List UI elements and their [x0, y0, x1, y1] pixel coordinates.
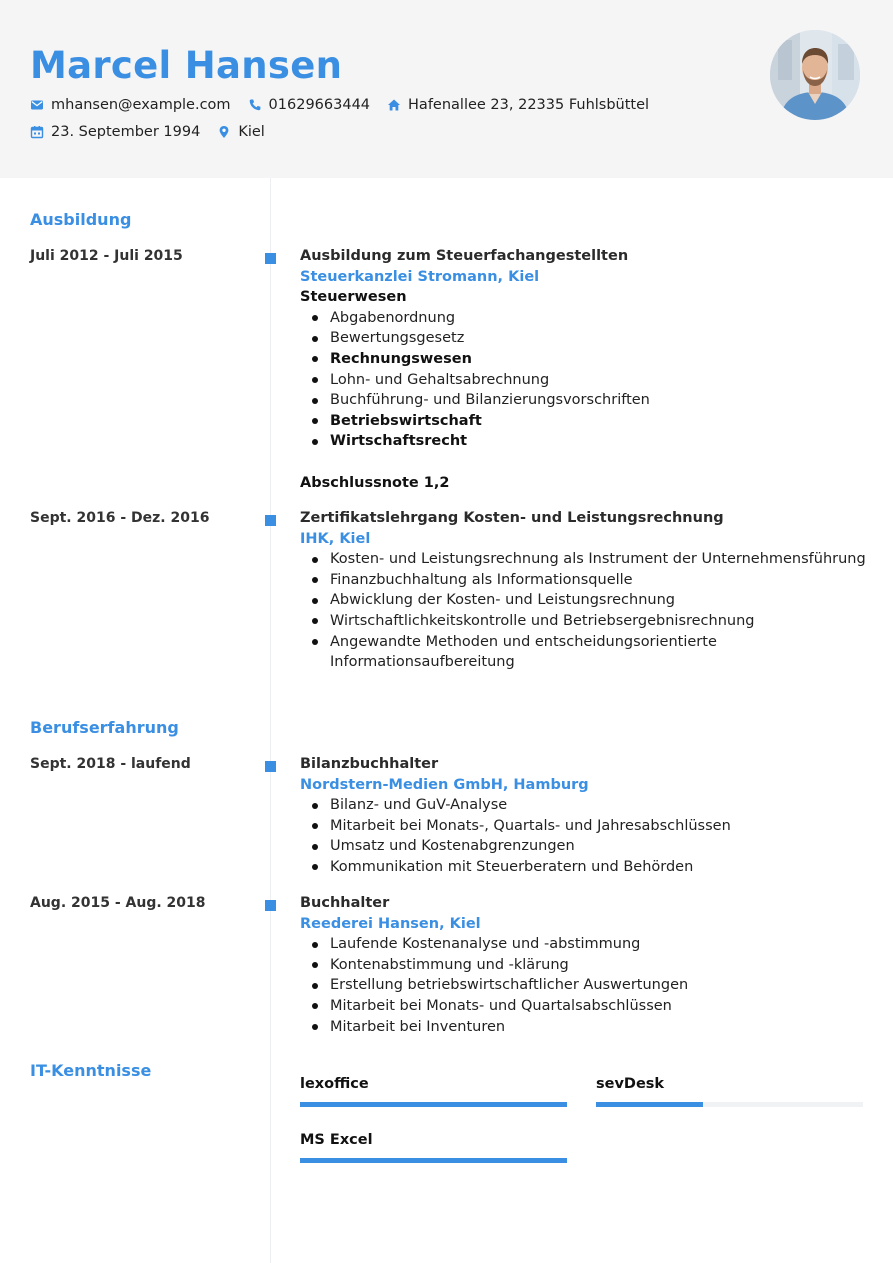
entry-list: [300, 549, 870, 673]
section-title-education: Ausbildung: [30, 210, 132, 229]
contact-email[interactable]: [30, 97, 231, 113]
entry-title: Bilanzbuchhalter: [300, 756, 439, 772]
profile-photo: [770, 30, 860, 120]
timeline-marker: [265, 515, 276, 526]
phone-text: 01629663444: [268, 97, 371, 113]
list-item: Lohn- und Gehaltsabrechnung: [300, 370, 870, 391]
contact-phone[interactable]: [248, 97, 370, 113]
contact-birthdate: [30, 124, 200, 140]
entry-list: [300, 934, 870, 1037]
list-item: Bilanz- und GuV-Analyse: [300, 795, 870, 816]
list-item: Kommunikation mit Steuerberatern und Behörden: [300, 857, 870, 878]
contact-row-1: [30, 97, 649, 113]
education-entry: [300, 508, 870, 673]
location-pin-icon: [217, 125, 231, 139]
home-icon: [387, 98, 401, 112]
contact-address: [387, 97, 649, 113]
timeline-marker: [265, 900, 276, 911]
contact-row-2: [30, 124, 265, 140]
list-item: Laufende Kostenanalyse und -abstimmung: [300, 934, 870, 955]
skill-name: lexoffice: [300, 1076, 369, 1092]
list-item: Abwicklung der Kosten- und Leistungsrechnung: [300, 590, 870, 611]
entry-organization: Steuerkanzlei Stromann, Kiel: [300, 268, 540, 285]
entry-list: [300, 308, 870, 452]
skill-bar-fill: [300, 1102, 567, 1107]
section-title-it: IT-Kenntnisse: [30, 1061, 152, 1080]
entry-subtitle: Steuerwesen: [300, 289, 407, 306]
calendar-icon: [30, 125, 44, 139]
entry-title: Buchhalter: [300, 895, 390, 911]
timeline-marker: [265, 761, 276, 772]
mail-icon: [30, 98, 44, 112]
skill-bar-track: [596, 1102, 863, 1107]
entry-date: Juli 2012 - Juli 2015: [30, 248, 183, 264]
entry-title: Zertifikatslehrgang Kosten- und Leistungsrechnung: [300, 510, 724, 526]
entry-organization: Reederei Hansen, Kiel: [300, 915, 481, 932]
list-item: Bewertungsgesetz: [300, 328, 870, 349]
experience-entry: [300, 893, 870, 1037]
city-text: Kiel: [238, 124, 265, 140]
section-title-experience: Berufserfahrung: [30, 718, 179, 737]
list-item: Mitarbeit bei Monats-, Quartals- und Jahresabschlüssen: [300, 816, 870, 837]
entry-date: Aug. 2015 - Aug. 2018: [30, 895, 206, 911]
skill-bar-track: [300, 1158, 567, 1163]
entry-title: Ausbildung zum Steuerfachangestellten: [300, 248, 629, 264]
skill-bar-fill: [596, 1102, 703, 1107]
list-item: Betriebswirtschaft: [300, 411, 870, 432]
entry-organization: IHK, Kiel: [300, 530, 371, 547]
list-item: Buchführung- und Bilanzierungsvorschriften: [300, 390, 870, 411]
list-item: Mitarbeit bei Inventuren: [300, 1017, 870, 1038]
candidate-name: Marcel Hansen: [30, 44, 343, 87]
birthdate-text: 23. September 1994: [51, 124, 201, 140]
email-text: mhansen@example.com: [51, 97, 231, 113]
skill-lexoffice: [300, 1076, 567, 1092]
education-entry: [300, 246, 870, 493]
entry-date: Sept. 2016 - Dez. 2016: [30, 510, 210, 526]
entry-list: [300, 795, 870, 877]
entry-date: Sept. 2018 - laufend: [30, 756, 191, 772]
portrait-image: [770, 30, 860, 120]
list-item: Abgabenordnung: [300, 308, 870, 329]
phone-icon: [248, 98, 262, 112]
entry-note: Abschlussnote 1,2: [300, 474, 450, 491]
list-item: Mitarbeit bei Monats- und Quartalsabschlüssen: [300, 996, 870, 1017]
header: [0, 0, 893, 178]
address-text: Hafenallee 23, 22335 Fuhlsbüttel: [408, 97, 650, 113]
contact-city: [217, 124, 265, 140]
list-item: Kosten- und Leistungsrechnung als Instrument der Unternehmensführung: [300, 549, 870, 570]
list-item: Wirtschaftsrecht: [300, 431, 870, 452]
list-item: Finanzbuchhaltung als Informationsquelle: [300, 570, 870, 591]
timeline-marker: [265, 253, 276, 264]
experience-entry: [300, 754, 870, 878]
skill-name: MS Excel: [300, 1132, 373, 1148]
entry-organization: Nordstern-Medien GmbH, Hamburg: [300, 776, 589, 793]
list-item: Erstellung betriebswirtschaftlicher Auswertungen: [300, 975, 870, 996]
skill-bar-fill: [300, 1158, 567, 1163]
list-item: Rechnungswesen: [300, 349, 870, 370]
column-divider: [270, 178, 271, 1263]
skill-name: sevDesk: [596, 1076, 665, 1092]
skill-bar-track: [300, 1102, 567, 1107]
skill-ms-excel: [300, 1132, 567, 1148]
skill-sevdesk: [596, 1076, 863, 1092]
list-item: Kontenabstimmung und -klärung: [300, 955, 870, 976]
list-item: Wirtschaftlichkeitskontrolle und Betriebsergebnisrechnung: [300, 611, 870, 632]
list-item: Umsatz und Kostenabgrenzungen: [300, 836, 870, 857]
list-item: Angewandte Methoden und entscheidungsorientierte Informationsaufbereitung: [300, 632, 870, 673]
